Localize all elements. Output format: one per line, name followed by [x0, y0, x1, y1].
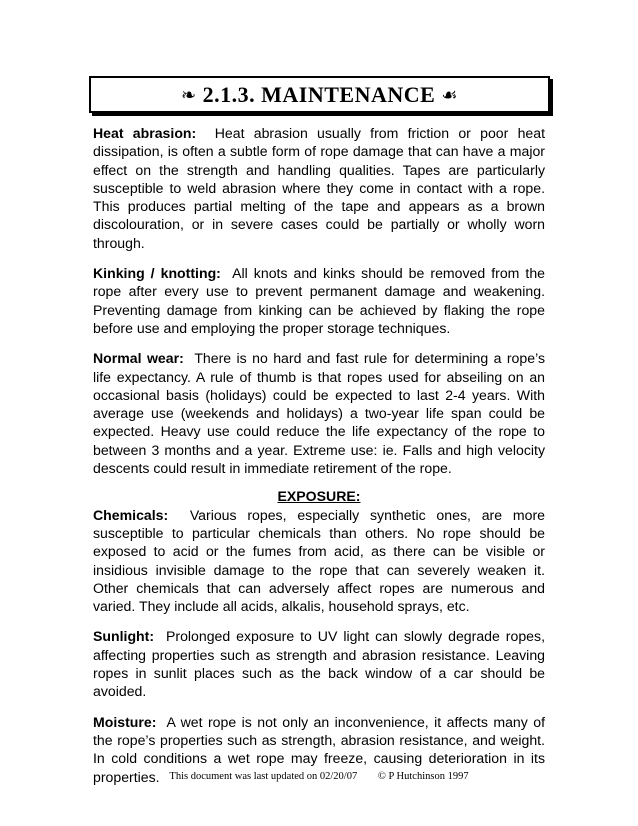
paragraph-heading: Heat abrasion: [93, 125, 197, 141]
paragraph-heading: Sunlight: [93, 628, 155, 645]
document-body [93, 124, 545, 798]
paragraph-text: All knots and kinks should be removed from the rope after every use to prevent permanent damage and weakening. Preventing damage from kinking can be achieved by flaking the rope before use and employing the proper storage techniques. [93, 265, 546, 336]
paragraph-text: A wet rope is not only an inconvenience, it affects many of the rope’s properties such as strength, abrasion resistance, and weight. In cold conditions a wet rope may freeze, causing deterioration in its properties. [93, 713, 545, 785]
last-updated-text: This document was last updated on 02/20/07 [169, 771, 358, 782]
page-footer [0, 771, 638, 782]
paragraph-normal-wear [93, 349, 545, 477]
right-ornament-icon: ☙ [441, 85, 458, 105]
paragraph-text: Prolonged exposure to UV light can slowly degrade ropes, affecting properties such as strength and abrasion resistance. Leaving ropes in sunlit places such as the back window of a car should be avoided. [93, 628, 545, 700]
paragraph-kinking-knotting [93, 264, 545, 337]
left-ornament-icon: ❧ [181, 85, 197, 105]
paragraph-sunlight [93, 627, 545, 700]
paragraph-text: Heat abrasion usually from friction or poor heat dissipation, is often a subtle form of rope damage that can have a major effect on the strength and handling qualities. Tapes are particularly susceptible to weld abrasion where they come in contact with a rope. This produces partial melting of the tape and appears as a brown discolouration, or in severe cases could be partially or wholly worn through. [93, 125, 546, 251]
copyright-text: © P Hutchinson 1997 [377, 771, 469, 782]
paragraph-heading: Kinking / knotting: [93, 265, 221, 282]
paragraph-heading: Moisture: [93, 713, 157, 730]
paragraph-text: There is no hard and fast rule for determining a rope’s life expectancy. A rule of thumb is that ropes used for abseiling on an occasional basis (holidays) could be expected to last 2-4 years. With average use (weekends and holidays) a two-year life span could be expected. Heavy use could reduce the life expectancy of the rope to between 3 months and a year. Extreme use: ie. Falls and high velocity descents could result in immediate retirement of the rope. [93, 350, 545, 477]
paragraph-heading: Normal wear: [93, 350, 184, 367]
paragraph-chemicals [93, 506, 545, 616]
paragraph-text: Various ropes, especially synthetic ones, are more susceptible to particular chemicals than others. No rope should be exposed to acid or the fumes from acid, as there can be visible or insidious invisible damage to the rope that can severely weaken it. Other chemicals that can adversely affect ropes are numerous and varied. They include all acids, alkalis, household sprays, etc. [93, 506, 545, 615]
paragraph-heading: Chemicals: [93, 506, 169, 523]
page-title: 2.1.3. MAINTENANCE [202, 81, 436, 107]
paragraph-heat-abrasion [93, 124, 545, 252]
exposure-heading: EXPOSURE: [277, 488, 361, 505]
section-title-box [89, 76, 550, 113]
